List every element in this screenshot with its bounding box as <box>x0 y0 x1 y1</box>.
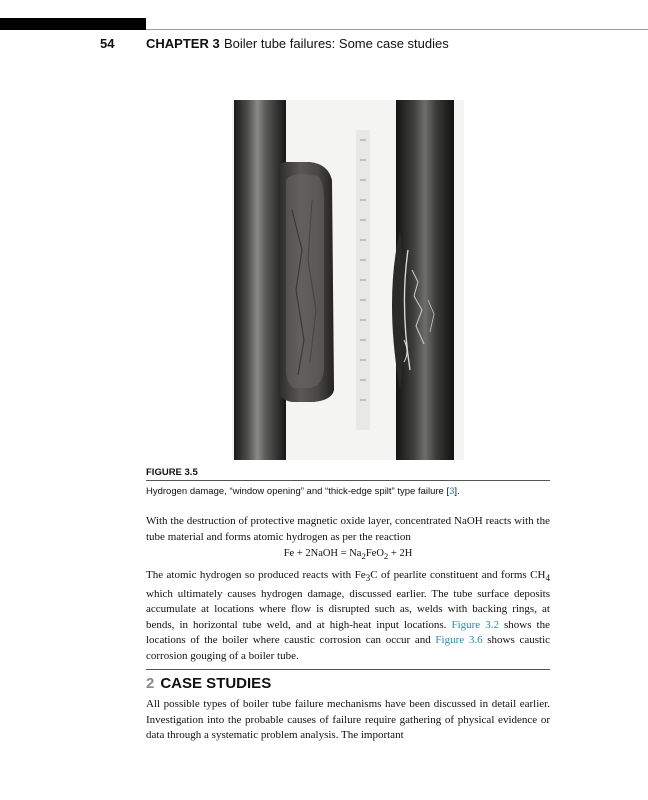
page-number: 54 <box>100 36 115 51</box>
figure-caption-end: ]. <box>454 486 460 497</box>
header-black-bar <box>0 18 146 30</box>
tube-photo-illustration <box>232 100 464 460</box>
figure-caption-rule <box>146 480 550 481</box>
figure-caption <box>146 486 556 497</box>
paragraph-2-text-e: shows caustic corrosion gouging of a boiler tube. <box>146 634 551 662</box>
running-head <box>0 36 648 54</box>
ch4-subscript: 4 <box>545 573 551 584</box>
equation-sub-1: 2 <box>361 551 366 562</box>
equation-lhs: Fe + 2NaOH = Na <box>283 548 362 559</box>
equation-mid: FeO <box>365 548 384 559</box>
chapter-label: CHAPTER 3 <box>146 36 220 51</box>
figure-label: FIGURE 3.5 <box>146 467 198 478</box>
paragraph-3-text: All possible types of boiler tube failure mechanisms have been discussed in detail earlier. Investigation into the probable causes of failure require gathering of physical evidence or data through a systematic problem analysis. The important <box>146 698 550 741</box>
section-heading <box>146 675 271 692</box>
section-rule <box>146 669 550 670</box>
paragraph-2-text-d: shows the locations of the boiler where caustic corrosion can occur and <box>146 618 550 647</box>
paragraph-2-text-c: which ultimately causes hydrogen damage, discussed earlier. The tube surface deposits accumulate at locations where flow is disrupted such as, welds with backing rings, at bends, in horizontal tube weld, and at high-heat input locations. <box>146 587 550 631</box>
chapter-title: Boiler tube failures: Some case studies <box>224 36 449 51</box>
paragraph-1-text: With the destruction of protective magnetic oxide layer, concentrated NaOH reacts with the tube material and forms atomic hydrogen as per the reaction <box>146 515 550 543</box>
fe3c-subscript: 3 <box>365 573 371 584</box>
paragraph-3 <box>146 697 550 744</box>
equation-rhs: + 2H <box>388 548 413 559</box>
paragraph-2-text-b: C of pearlite constituent and forms CH <box>370 569 546 581</box>
paragraph-2 <box>146 568 550 664</box>
section-number: 2 <box>146 675 155 692</box>
reference-link-3[interactable]: 3 <box>449 486 455 497</box>
figure-3-2-link[interactable]: Figure 3.2 <box>451 618 499 631</box>
figure-photo <box>232 100 464 460</box>
reaction-equation <box>146 548 550 561</box>
figure-3-6-link[interactable]: Figure 3.6 <box>435 634 483 647</box>
equation-sub-2: 2 <box>383 551 389 562</box>
header-rule <box>146 29 648 30</box>
section-title: CASE STUDIES <box>160 675 272 692</box>
paragraph-1 <box>146 514 550 545</box>
figure-caption-text: Hydrogen damage, “window opening” and “thick-edge spilt” type failure [ <box>146 486 450 497</box>
paragraph-2-text-a: The atomic hydrogen so produced reacts with Fe <box>146 569 366 581</box>
